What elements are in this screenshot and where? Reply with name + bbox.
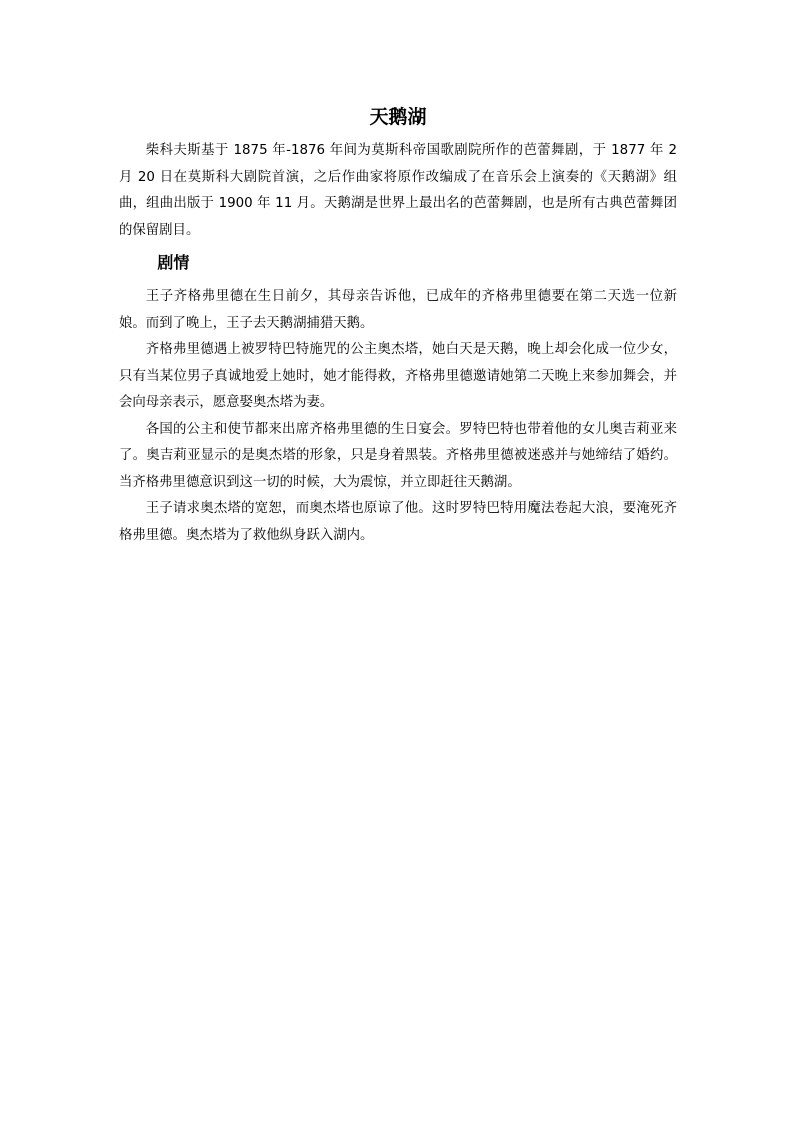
plot-paragraph: 王子齐格弗里德在生日前夕，其母亲告诉他，已成年的齐格弗里德要在第二天选一位新娘。而到了晚上，王子去天鹅湖捕猎天鹅。: [119, 289, 677, 331]
plot-paragraph: 王子请求奥杰塔的宽恕，而奥杰塔也原谅了他。这时罗特巴特用魔法卷起大浪，要淹死齐格弗里德。奥杰塔为了救他纵身跃入湖内。: [119, 501, 677, 543]
document-body: [119, 100, 677, 549]
plot-paragraph: 齐格弗里德遇上被罗特巴特施咒的公主奥杰塔，她白天是天鹅，晚上却会化成一位少女，只有当某位男子真诚地爱上她时，她才能得救，齐格弗里德邀请她第二天晚上来参加舞会，并会向母亲表示，愿意娶奥杰塔为妻。: [119, 342, 677, 410]
section-heading-plot: 剧情: [157, 253, 190, 272]
document-title: 天鹅湖: [369, 106, 427, 128]
intro-paragraph: 柴科夫斯基于 1875 年-1876 年间为莫斯科帝国歌剧院所作的芭蕾舞剧，于 1877 年 2 月 20 日在莫斯科大剧院首演，之后作曲家将原作改编成了在音乐会上演奏的《天鹅湖》组曲，组曲出版于 1900 年 11 月。天鹅湖是世界上最出名的芭蕾舞剧，也是所有古典芭蕾舞团的保留剧目。: [119, 143, 677, 238]
plot-paragraph: 各国的公主和使节都来出席齐格弗里德的生日宴会。罗特巴特也带着他的女儿奥吉莉亚来了。奥吉莉亚显示的是奥杰塔的形象，只是身着黑装。齐格弗里德被迷惑并与她缔结了婚约。当齐格弗里德意识到这一切的时候，大为震惊，并立即赶往天鹅湖。: [119, 421, 677, 490]
